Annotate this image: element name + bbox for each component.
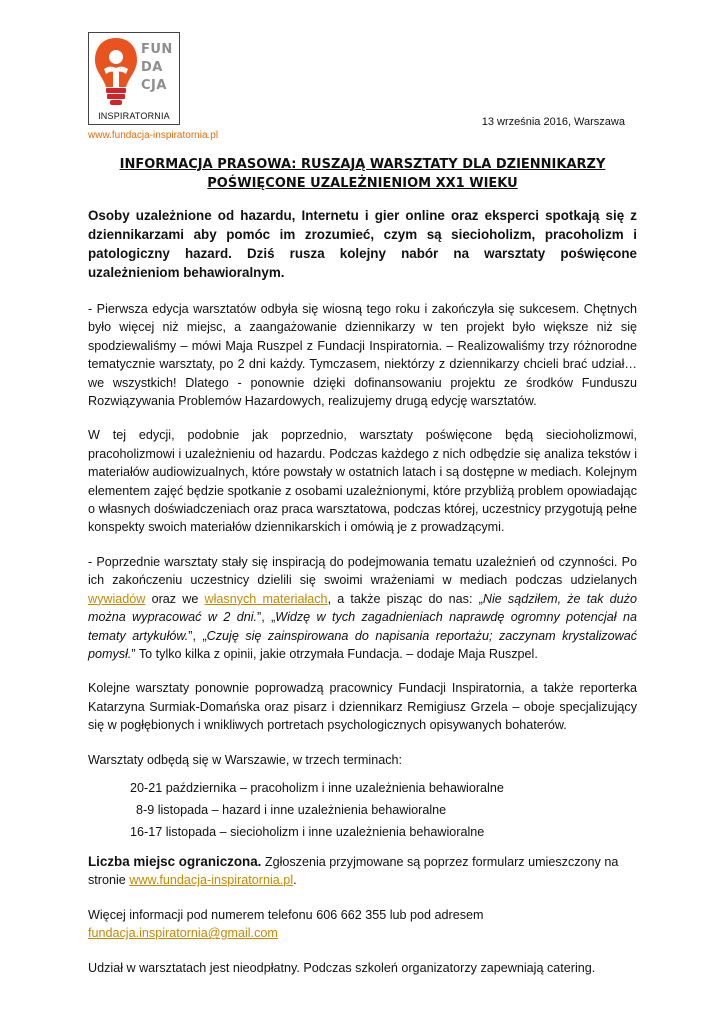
term-item: 20-21 października – pracoholizm i inne uzależnienia behawioralne (130, 780, 504, 795)
text-segment: ” To tylko kilka z opinii, jakie otrzymała Fundacja. – dodaje Maja Ruszpel. (131, 646, 538, 661)
title-line-1: INFORMACJA PRASOWA: RUSZAJĄ WARSZTATY DLA DZIENNIKARZY (119, 157, 606, 172)
term-item: 8-9 listopada – hazard i inne uzależnienia behawioralne (136, 802, 447, 817)
text-segment: . (293, 873, 297, 888)
lead-paragraph: Osoby uzależnione od hazardu, Internetu i gier online oraz eksperci spotkają się z dziennikarzami aby pomóc im zrozumieć, czym są siecioholizm, pracoholizm i patologiczny hazard. Dziś rusza kolejny nabór na warsztaty poświęcone uzależnieniom behawioralnym. (88, 208, 637, 280)
own-materials-link[interactable]: własnych materiałach (204, 591, 328, 606)
website-link[interactable]: www.fundacja-inspiratornia.pl (88, 130, 219, 141)
paragraph-contact (88, 906, 637, 943)
document-body (88, 206, 637, 993)
text-segment: ”, „ (257, 610, 276, 625)
quote-3: Czuję się zainspirowana do napisania reportażu; zaczynam krystalizować pomysł. (88, 628, 638, 661)
logo (88, 32, 180, 125)
contact-text: Więcej informacji pod numerem telefonu 606 662 355 lub pod adresem (88, 907, 484, 922)
quote-1: Nie sądziłem, że tak dużo można wypracować w 2 dni. (88, 591, 637, 625)
figure-head (109, 50, 123, 64)
registration-link[interactable]: www.fundacja-inspiratornia.pl (129, 873, 294, 888)
paragraph-trainers: Kolejne warsztaty ponownie poprowadzą pracownicy Fundacji Inspiratornia, a także reporterka Katarzyna Surmiak-Domańska oraz pisarz i dziennikarz Remigiusz Grzela – oboje specjalizujący się w pogłębionych i wnikliwych portretach psychologicznych opisywanych bohaterów. (88, 681, 637, 733)
text-segment: ”, „ (188, 628, 207, 643)
text-segment: Zgłoszenia przyjmowane są poprzez formularz umieszczony na stronie (88, 854, 619, 888)
paragraph-testimonials (88, 553, 637, 663)
lightbulb-base-3 (110, 100, 122, 105)
workshop-terms-list (88, 777, 637, 843)
text-segment: , a także pisząc do nas: „ (327, 591, 483, 606)
term-item: 16-17 listopada – siecioholizm i inne uzależnienia behawioralne (130, 824, 485, 839)
figure-torso (113, 72, 119, 87)
paragraph-free-participation: Udział w warsztatach jest nieodpłatny. Podczas szkoleń organizatorzy zapewniają catering. (88, 960, 596, 975)
press-release-title (88, 155, 637, 193)
lightbulb-icon (92, 35, 140, 107)
logo-word-line3: CJA (141, 78, 167, 93)
logo-name: INSPIRATORNIA (98, 111, 170, 121)
title-line-2: POŚWIĘCONE UZALEŻNIENIOM XX1 WIEKU (207, 176, 518, 191)
paragraph-workshop-content: W tej edycji, podobnie jak poprzednio, warsztaty poświęcone będą siecioholizmowi, pracoholizmowi i uzależnieniu od hazardu. Podczas każdego z nich odbędzie się analiza tekstów i materiałów audiowizualnych, które powstały w ostatnich latach i są dostępne w mediach. Kolejnym elementem zajęć będzie spotkanie z osobami uzależnionymi, które przybliżą problem opowiadając o własnych doświadczeniach oraz praca warsztatowa, podczas której, uczestnicy przygotują pełne konspekty swoich materiałów dziennikarskich i omówią je z prowadzącymi. (88, 428, 637, 535)
contact-email-link[interactable]: fundacja.inspiratornia@gmail.com (88, 926, 278, 941)
document-date: 13 września 2016, Warszawa (481, 116, 625, 128)
lightbulb-base-2 (107, 94, 125, 99)
quote-2: Widzę w tych zagadnieniach naprawdę ogromny potencjał na tematy artykułów. (88, 610, 637, 643)
text-segment: - Poprzednie warsztaty stały się inspiracją do podejmowania tematu uzależnień od czynności. Po ich zakończeniu uczestnicy dzielili się swoimi wrażeniami w mediach podczas udzielanych (88, 554, 637, 588)
logo-word-line1: FUN (141, 42, 173, 57)
paragraph-first-edition: - Pierwsza edycja warsztatów odbyła się wiosną tego roku i zakończyła się sukcesem. Chętnych było więcej niż miejsc, a zaangażowanie dziennikarzy w ten projekt było większe niż się spodziewaliśmy – mówi Maja Ruszpel z Fundacji Inspiratornia. – Realizowaliśmy trzy różnorodne tematycznie warsztaty, po 2 dni każdy. Tymczasem, niektórzy z dziennikarzy chcieli brać udział… we wszystkich! Dlatego - ponownie dzięki dofinansowaniu projektu ze środków Funduszu Rozwiązywania Problemów Hazardowych, realizujemy drugą edycję warsztatów. (88, 302, 637, 409)
logo-word-line2: DA (141, 60, 163, 75)
limited-places-bold: Liczba miejsc ograniczona. (88, 853, 262, 869)
paragraph-dates-intro: Warsztaty odbędą się w Warszawie, w trzech terminach: (88, 752, 403, 767)
text-segment: oraz we (145, 591, 205, 606)
interviews-link[interactable]: wywiadów (88, 591, 146, 606)
paragraph-limited-places (88, 853, 637, 890)
lightbulb-base-1 (106, 88, 126, 93)
